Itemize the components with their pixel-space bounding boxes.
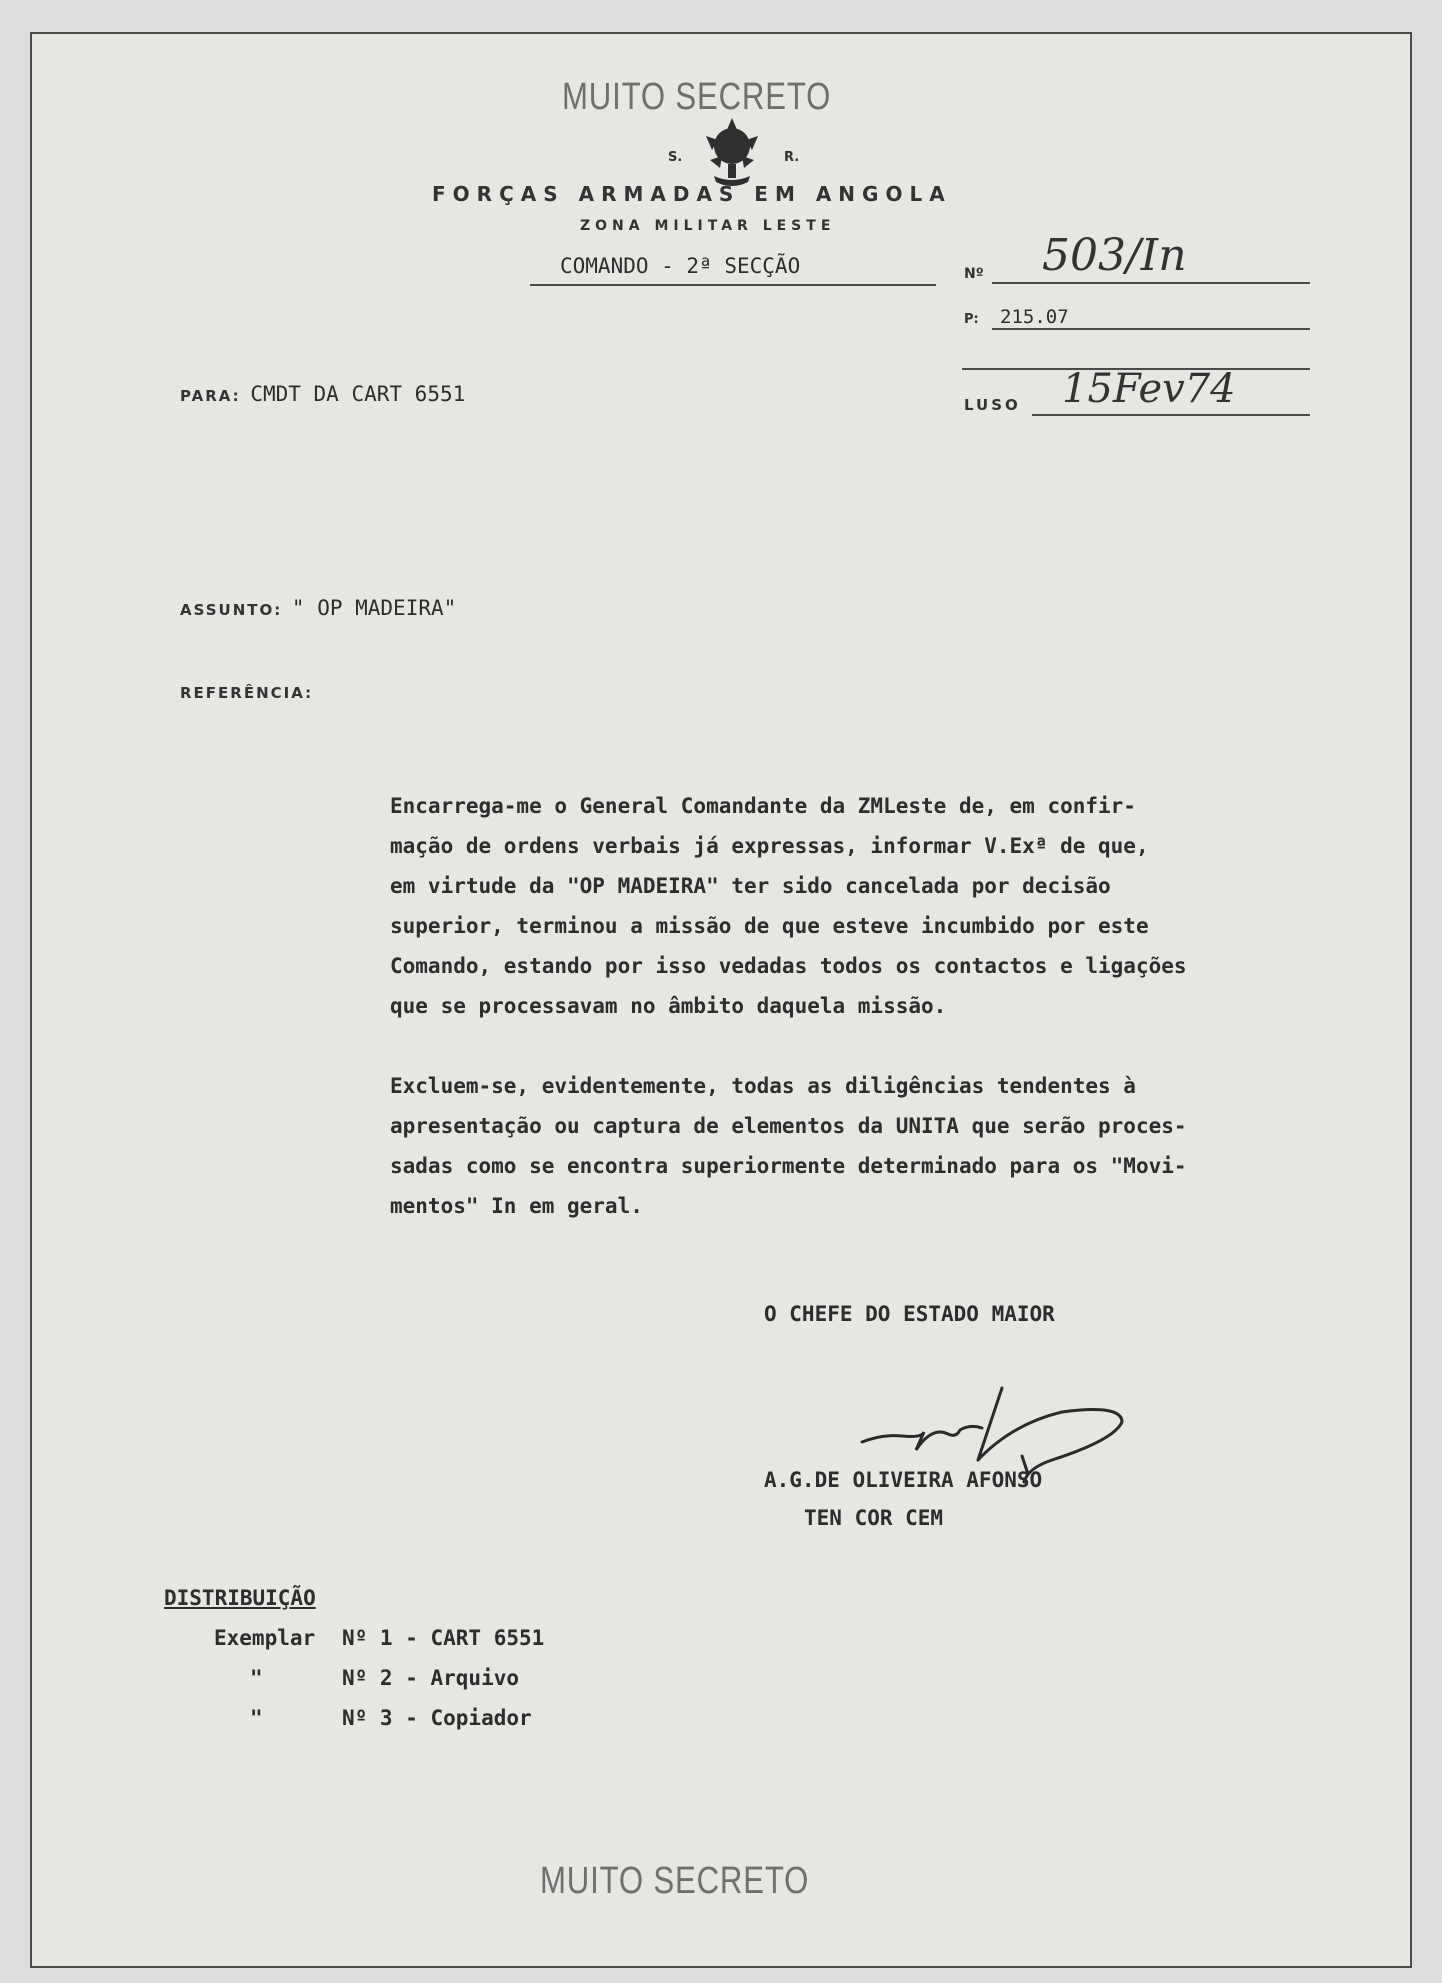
place-label: LUSO xyxy=(964,396,1021,414)
seal-left-letter: S. xyxy=(668,150,683,165)
subject-label: ASSUNTO: xyxy=(180,601,283,619)
section-name: COMANDO - 2ª SECÇÃO xyxy=(560,254,801,278)
signatory-name: A.G.DE OLIVEIRA AFONSO xyxy=(764,1468,1043,1492)
body-line: apresentação ou captura de elementos da UNITA que serão proces- xyxy=(390,1114,1187,1138)
body-line: Encarrega-me o General Comandante da ZMLeste de, em confir- xyxy=(390,794,1136,818)
number-value: 503/In xyxy=(1042,230,1187,281)
reference-label: REFERÊNCIA: xyxy=(180,684,314,702)
distribution-row-prefix: Exemplar xyxy=(214,1626,316,1650)
body-line: em virtude da "OP MADEIRA" ter sido cancelada por decisão xyxy=(390,874,1111,898)
handwritten-signature xyxy=(852,1364,1152,1484)
body-line: superior, terminou a missão de que esteve incumbido por este xyxy=(390,914,1149,938)
document-sheet xyxy=(30,32,1412,1968)
body-line: Excluem-se, evidentemente, todas as diligências tendentes à xyxy=(390,1074,1136,1098)
body-paragraph-1 xyxy=(390,786,1187,1026)
p-value: 215.07 xyxy=(1000,306,1069,328)
body-line: Comando, estando por isso vedadas todos os contactos e ligações xyxy=(390,954,1187,978)
date-underline xyxy=(1032,414,1310,416)
body-line: que se processavam no âmbito daquela missão. xyxy=(390,994,947,1018)
distribution-row-item: Nº 1 - CART 6551 xyxy=(342,1626,545,1650)
signatory-rank: TEN COR CEM xyxy=(804,1506,944,1530)
classification-top: MUITO SECRETO xyxy=(562,76,832,118)
classification-bottom: MUITO SECRETO xyxy=(540,1860,810,1902)
subject-value: " OP MADEIRA" xyxy=(291,596,457,620)
distribution-row-item: Nº 3 - Copiador xyxy=(342,1706,532,1730)
section-underline xyxy=(530,284,936,286)
body-line: mentos" In em geral. xyxy=(390,1194,643,1218)
addressee-value: CMDT DA CART 6551 xyxy=(250,382,466,406)
date-value: 15Fev74 xyxy=(1062,366,1236,412)
organization-name: FORÇAS ARMADAS EM ANGOLA xyxy=(432,182,952,206)
seal-right-letter: R. xyxy=(784,150,800,165)
zone-name: ZONA MILITAR LESTE xyxy=(580,218,836,234)
p-label: P: xyxy=(964,312,979,327)
distribution-row-prefix: " xyxy=(250,1666,263,1690)
body-line: mação de ordens verbais já expressas, informar V.Exª de que, xyxy=(390,834,1149,858)
distribution-row-prefix: " xyxy=(250,1706,263,1730)
number-label: Nº xyxy=(964,266,984,282)
p-underline xyxy=(992,328,1310,330)
addressee-label: PARA: xyxy=(180,387,241,405)
number-underline xyxy=(992,282,1310,284)
distribution-heading: DISTRIBUIÇÃO xyxy=(164,1586,316,1610)
body-line: sadas como se encontra superiormente determinado para os "Movi- xyxy=(390,1154,1187,1178)
addressee xyxy=(180,382,465,406)
body-paragraph-2 xyxy=(390,1066,1187,1226)
distribution-row-item: Nº 2 - Arquivo xyxy=(342,1666,520,1690)
subject xyxy=(180,596,456,620)
signatory-title: O CHEFE DO ESTADO MAIOR xyxy=(764,1302,1055,1326)
